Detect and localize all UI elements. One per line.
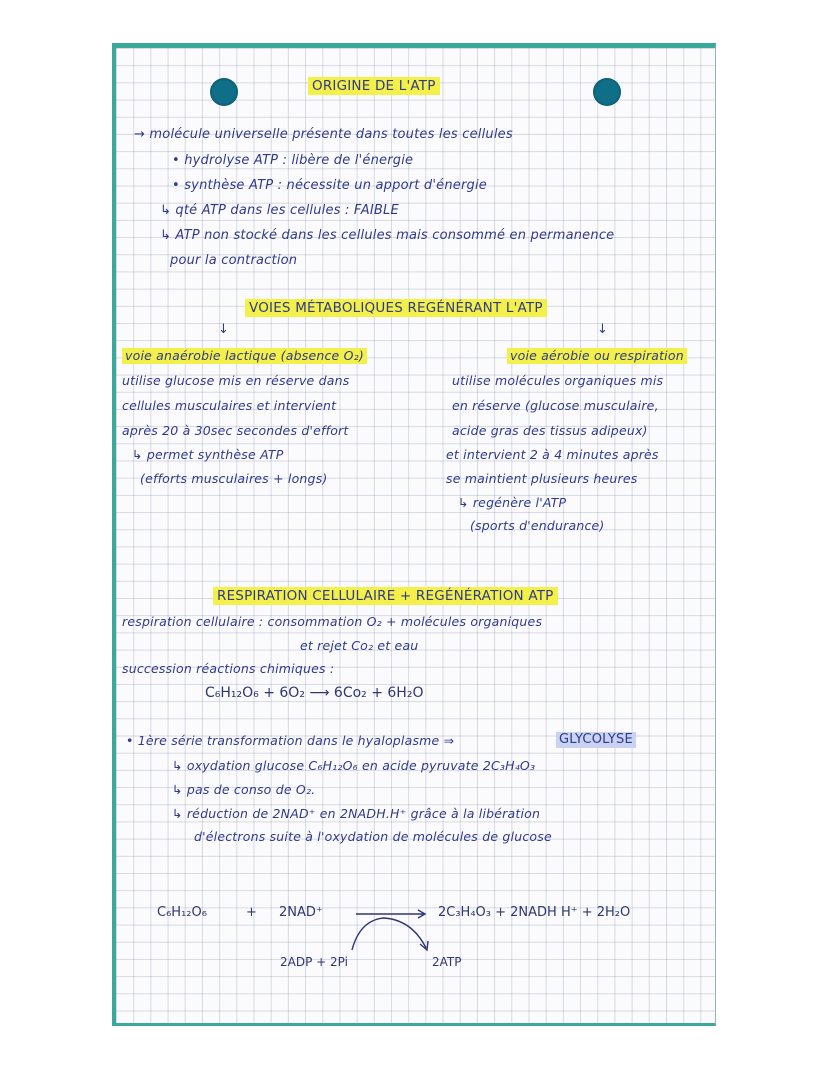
respiration-equation: C₆H₁₂O₆ + 6O₂ ⟶ 6Co₂ + 6H₂O — [205, 685, 424, 701]
note-line: respiration cellulaire : consommation O₂ + molécules organiques — [122, 614, 543, 629]
right-line: se maintient plusieurs heures — [446, 471, 638, 486]
series-line: • 1ère série transformation dans le hyaloplasme ⇒ — [126, 733, 455, 748]
right-line: en réserve (glucose musculaire, — [452, 398, 659, 413]
note-line: et rejet Co₂ et eau — [300, 638, 419, 653]
right-line: ↳ regénère l'ATP — [458, 495, 567, 510]
sub-line: d'électrons suite à l'oxydation de molécules de glucose — [194, 829, 552, 844]
note-line: • hydrolyse ATP : libère de l'énergie — [172, 153, 414, 168]
note-line: ↳ ATP non stocké dans les cellules mais consommé en permanence — [160, 228, 615, 243]
right-line: acide gras des tissus adipeux) — [452, 423, 648, 438]
note-line: → molécule universelle présente dans toutes les cellules — [134, 127, 513, 142]
left-line: utilise glucose mis en réserve dans — [122, 373, 350, 388]
right-line: et intervient 2 à 4 minutes après — [446, 447, 659, 462]
title-respiration-cellulaire: RESPIRATION CELLULAIRE + REGÉNÉRATION ATP — [213, 587, 558, 605]
right-line: (sports d'endurance) — [470, 518, 605, 533]
reaction-plus: + — [246, 905, 257, 920]
note-line: succession réactions chimiques : — [122, 661, 335, 676]
arrow-down-icon: ↓ — [597, 322, 609, 337]
sub-line: ↳ réduction de 2NAD⁺ en 2NADH.H⁺ grâce à la libération — [172, 806, 541, 821]
reactant-nad: 2NAD⁺ — [279, 905, 323, 920]
title-voies-metaboliques: VOIES MÉTABOLIQUES REGÉNÉRANT L'ATP — [245, 299, 547, 317]
atp-label: 2ATP — [432, 955, 462, 969]
right-line: utilise molécules organiques mis — [452, 373, 664, 388]
left-line: cellules musculaires et intervient — [122, 398, 337, 413]
right-pathway-heading: voie aérobie ou respiration — [507, 348, 687, 364]
arrow-down-icon: ↓ — [218, 322, 230, 337]
adp-label: 2ADP + 2Pi — [280, 955, 348, 969]
left-line: ↳ permet synthèse ATP — [132, 447, 284, 462]
glycolyse-label: GLYCOLYSE — [556, 732, 636, 748]
sub-line: ↳ oxydation glucose C₆H₁₂O₆ en acide pyruvate 2C₃H₄O₃ — [172, 758, 536, 773]
reactant-glucose: C₆H₁₂O₆ — [157, 905, 207, 920]
reaction-products: 2C₃H₄O₃ + 2NADH H⁺ + 2H₂O — [438, 905, 631, 920]
note-line: pour la contraction — [170, 253, 298, 268]
note-line: ↳ qté ATP dans les cellules : FAIBLE — [160, 203, 399, 218]
left-line: (efforts musculaires + longs) — [140, 471, 328, 486]
note-line: • synthèse ATP : nécessite un apport d'énergie — [172, 178, 487, 193]
title-origine-atp: ORIGINE DE L'ATP — [308, 77, 440, 95]
coupling-arrow — [352, 918, 426, 950]
sub-line: ↳ pas de conso de O₂. — [172, 782, 316, 797]
left-pathway-heading: voie anaérobie lactique (absence O₂) — [122, 348, 367, 364]
left-line: après 20 à 30sec secondes d'effort — [122, 423, 349, 438]
